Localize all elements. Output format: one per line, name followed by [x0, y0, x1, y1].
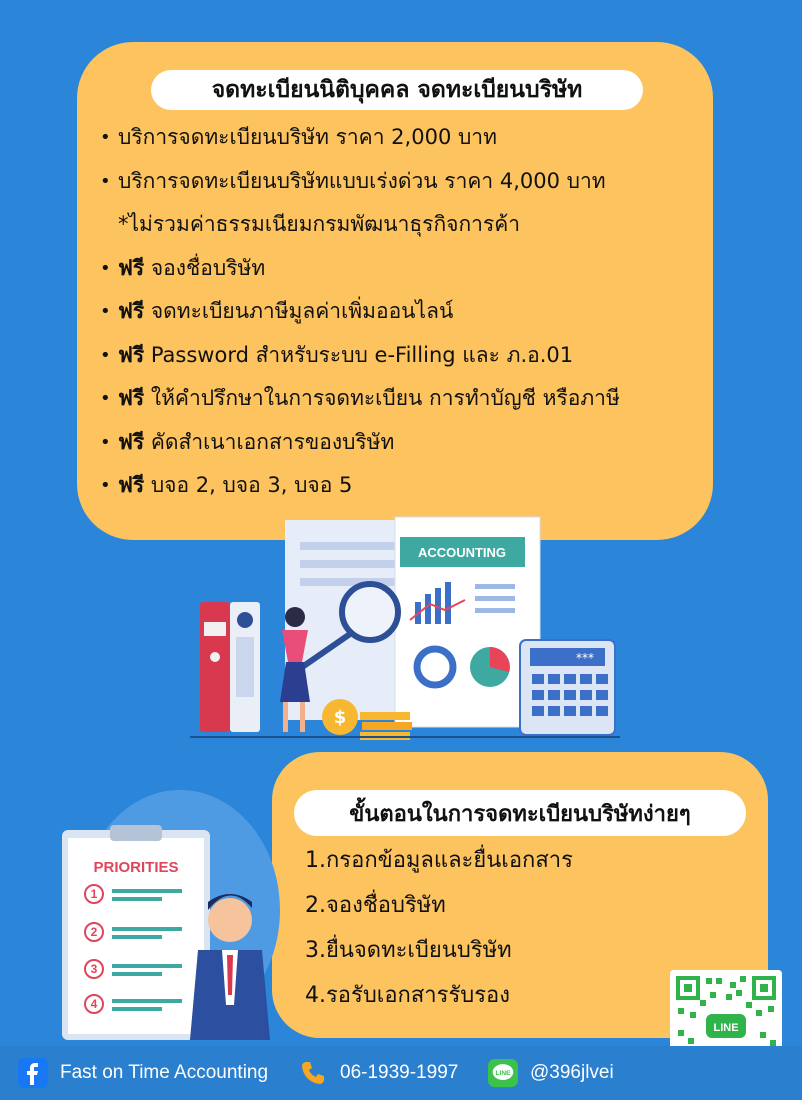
- accounting-illustration: [190, 512, 650, 742]
- service-item: [100, 377, 700, 421]
- services-title: จดทะเบียนนิติบุคคล จดทะเบียนบริษัท: [151, 70, 643, 110]
- service-text: Password สำหรับระบบ e-Filling และ ภ.อ.01: [144, 342, 574, 367]
- facebook-name: Fast on Time Accounting: [60, 1062, 269, 1083]
- service-item: [100, 464, 700, 508]
- magnifier-icon: [342, 584, 398, 640]
- line-id: @396jlvei: [530, 1062, 614, 1083]
- svg-text:***: ***: [576, 651, 594, 665]
- service-text: คัดสำเนาเอกสารของบริษัท: [144, 429, 395, 454]
- free-label: ฟรี: [118, 473, 145, 497]
- line-contact[interactable]: [488, 1058, 614, 1088]
- free-label: ฟรี: [118, 386, 145, 410]
- free-label: ฟรี: [118, 342, 145, 367]
- svg-text:3: 3: [90, 962, 98, 976]
- accounting-label: ACCOUNTING: [417, 545, 507, 560]
- step-item: 1.กรอกข้อมูลและยื่นเอกสาร: [305, 848, 573, 873]
- steps-title: ขั้นตอนในการจดทะเบียนบริษัทง่ายๆ: [294, 790, 746, 836]
- svg-text:$: $: [333, 707, 347, 728]
- phone-contact[interactable]: [298, 1058, 458, 1088]
- svg-text:LINE: LINE: [495, 1069, 511, 1077]
- service-item: [100, 290, 700, 334]
- phone-number: 06-1939-1997: [340, 1062, 459, 1083]
- step-item: 4.รอรับเอกสารรับรอง: [305, 983, 511, 1008]
- service-item: [100, 160, 700, 204]
- woman-figure: [285, 607, 305, 627]
- phone-icon: [298, 1058, 328, 1088]
- services-list: [100, 116, 700, 508]
- service-item: [100, 247, 700, 291]
- priorities-illustration: [30, 790, 280, 1050]
- service-text: บจอ 2, บจอ 3, บจอ 5: [144, 473, 353, 497]
- service-text: จดทะเบียนภาษีมูลค่าเพิ่มออนไลน์: [144, 299, 454, 323]
- binder-red: [200, 602, 230, 732]
- svg-text:4: 4: [90, 997, 98, 1011]
- service-note: [100, 203, 700, 247]
- service-text: *ไม่รวมค่าธรรมเนียมกรมพัฒนาธุรกิจการค้า: [118, 212, 521, 236]
- service-text: ให้คำปรึกษาในการจดทะเบียน การทำบัญชี หรือภาษี: [144, 386, 620, 410]
- service-item: [100, 116, 700, 160]
- service-text: จองชื่อบริษัท: [144, 255, 266, 280]
- free-label: ฟรี: [118, 255, 145, 280]
- free-label: ฟรี: [118, 299, 145, 323]
- service-text: บริการจดทะเบียนบริษัทแบบเร่งด่วน ราคา 4,000 บาท: [118, 168, 606, 193]
- service-text: บริการจดทะเบียนบริษัท ราคา 2,000 บาท: [118, 125, 497, 149]
- service-item: [100, 334, 700, 378]
- svg-text:2: 2: [90, 925, 98, 939]
- step-item: 2.จองชื่อบริษัท: [305, 893, 446, 918]
- man-figure: [208, 898, 252, 942]
- facebook-icon: [18, 1058, 48, 1088]
- priorities-title: PRIORITIES: [93, 859, 179, 876]
- facebook-contact[interactable]: [18, 1058, 268, 1088]
- svg-text:1: 1: [90, 887, 98, 901]
- service-item: [100, 421, 700, 465]
- line-icon: [488, 1058, 518, 1088]
- step-item: 3.ยื่นจดทะเบียนบริษัท: [305, 938, 512, 963]
- steps-list: [305, 838, 573, 1018]
- qr-line-label: LINE: [713, 1022, 739, 1034]
- free-label: ฟรี: [118, 429, 145, 454]
